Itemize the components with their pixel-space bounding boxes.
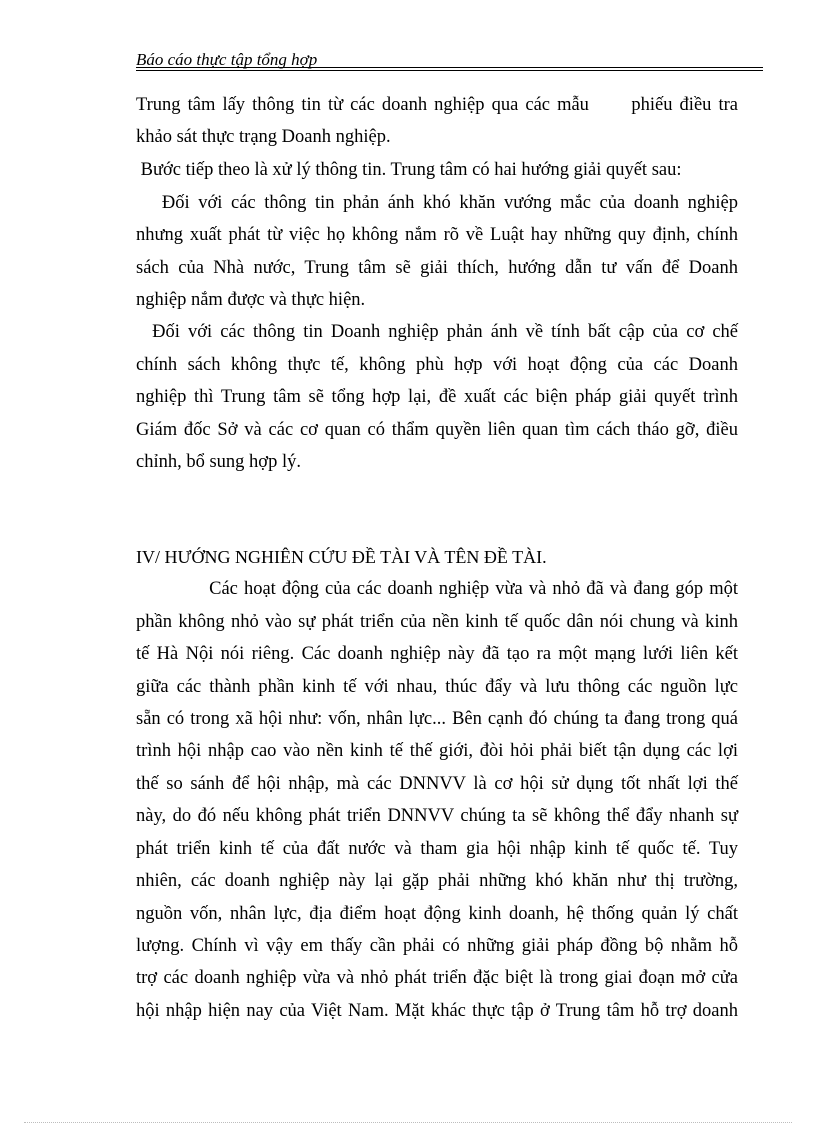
text-line: nhưng xuất phát từ việc họ không nắm rõ về Luật hay những quy định, chính [136,225,738,245]
text-line: tế Hà Nội nói riêng. Các doanh nghiệp này đã tạo ra một mạng lưới liên kết [136,644,738,664]
text-line: phần không nhỏ vào sự phát triển của nền kinh tế quốc dân nói chung và kinh [136,612,738,632]
text-line: chỉnh, bổ sung hợp lý. [136,452,301,472]
text-line: nguồn vốn, nhân lực, địa điểm hoạt động kinh doanh, hệ thống quản lý chất [136,904,738,924]
text-line: này, do đó nếu không phát triển DNNVV chúng ta sẽ không thể đẩy nhanh sự [136,806,738,826]
text-line: phát triển kinh tế của đất nước và tham gia hội nhập kinh tế quốc tế. Tuy [136,839,738,859]
text-line: nhiên, các doanh nghiệp này lại gặp phải những khó khăn như thị trường, [136,871,738,891]
text-line: Các hoạt động của các doanh nghiệp vừa và nhỏ đã và đang góp một [136,579,738,599]
text-line: nghiệp thì Trung tâm sẽ tổng hợp lại, đề xuất các biện pháp giải quyết trình [136,387,738,407]
page-header [136,50,763,74]
text-line: trợ các doanh nghiệp vừa và nhỏ phát triển đặc biệt là trong giai đoạn mở cửa [136,968,738,988]
text-line: Trung tâm lấy thông tin từ các doanh nghiệp qua các mẫu phiếu điều tra [136,95,738,115]
text-line: thế so sánh để hội nhập, mà các DNNVV là cơ hội sử dụng tốt nhất lợi thế [136,774,738,794]
text-line: chính sách không thực tế, không phù hợp với hoạt động của các Doanh [136,355,738,375]
text-line: sẵn có trong xã hội như: vốn, nhân lực... Bên cạnh đó chúng ta đang trong quá [136,709,738,729]
text-line: nghiệp nắm được và thực hiện. [136,290,366,310]
section-heading: IV/ HƯỚNG NGHIÊN CỨU ĐỀ TÀI VÀ TÊN ĐỀ TÀI. [136,547,547,567]
text-line: Đối với các thông tin phản ánh khó khăn vướng mắc của doanh nghiệp [136,193,738,213]
text-line: Đối với các thông tin Doanh nghiệp phản ánh về tính bất cập của cơ chế [136,322,738,342]
text-line: lượng. Chính vì vậy em thấy cần phải có những giải pháp đồng bộ nhằm hỗ [136,936,738,956]
text-line: trình hội nhập cao vào nền kinh tế thế giới, đòi hỏi phải biết tận dụng các lợi [136,741,738,761]
text-line: Giám đốc Sở và các cơ quan có thẩm quyền liên quan tìm cách tháo gỡ, điều [136,420,738,440]
header-rule [136,70,763,71]
text-line: Bước tiếp theo là xử lý thông tin. Trung tâm có hai hướng giải quyết sau: [136,160,682,180]
header-rule [136,67,763,68]
text-line: hội nhập hiện nay của Việt Nam. Mặt khác thực tập ở Trung tâm hỗ trợ doanh [136,1001,738,1021]
header-title: Báo cáo thực tập tổng hợp [136,50,318,69]
text-line: sách của Nhà nước, Trung tâm sẽ giải thích, hướng dẫn tư vấn để Doanh [136,258,738,278]
text-line: khảo sát thực trạng Doanh nghiệp. [136,127,391,147]
text-line: giữa các thành phần kinh tế với nhau, thúc đẩy và lưu thông các nguồn lực [136,677,738,697]
